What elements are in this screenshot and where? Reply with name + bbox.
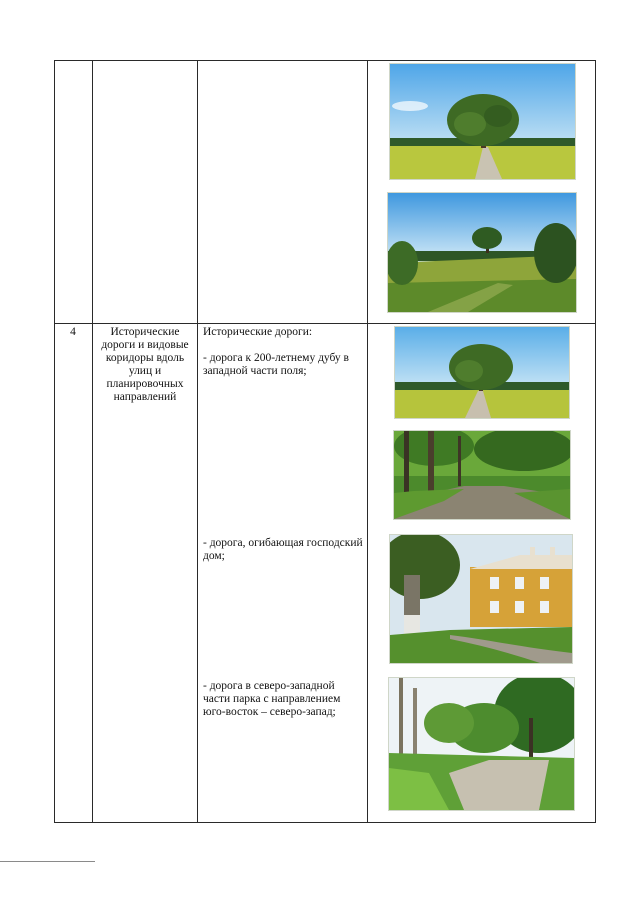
table-border-left	[54, 60, 55, 823]
table-row-separator	[54, 323, 596, 324]
table-divider-2	[197, 60, 198, 823]
road-item-oak: - дорога к 200-летнему дубу в западной части поля;	[203, 352, 349, 377]
photo-forest-road	[393, 430, 571, 520]
table-divider-3	[367, 60, 368, 823]
footer-rule	[0, 861, 95, 862]
table-border-top	[54, 60, 596, 61]
photo-road-to-oak	[394, 326, 570, 419]
road-item-manor: - дорога, огибающая господский дом;	[203, 537, 363, 562]
road-item-northwest: - дорога в северо-западной части парка с направлением юго-восток – северо-запад;	[203, 680, 341, 718]
element-name: Исторические дороги и видовые коридоры вдоль улиц и планировочных направлений	[101, 326, 189, 403]
table-divider-1	[92, 60, 93, 823]
photo-oak-road-field	[389, 63, 576, 180]
section-heading: Исторические дороги:	[203, 326, 313, 338]
photo-oak-meadow	[387, 192, 577, 313]
row-number: 4	[70, 326, 76, 338]
photo-northwest-park-road	[388, 677, 575, 811]
photo-manor-house-road	[389, 534, 573, 664]
table-border-bottom	[54, 822, 596, 823]
table-border-right	[595, 60, 596, 823]
